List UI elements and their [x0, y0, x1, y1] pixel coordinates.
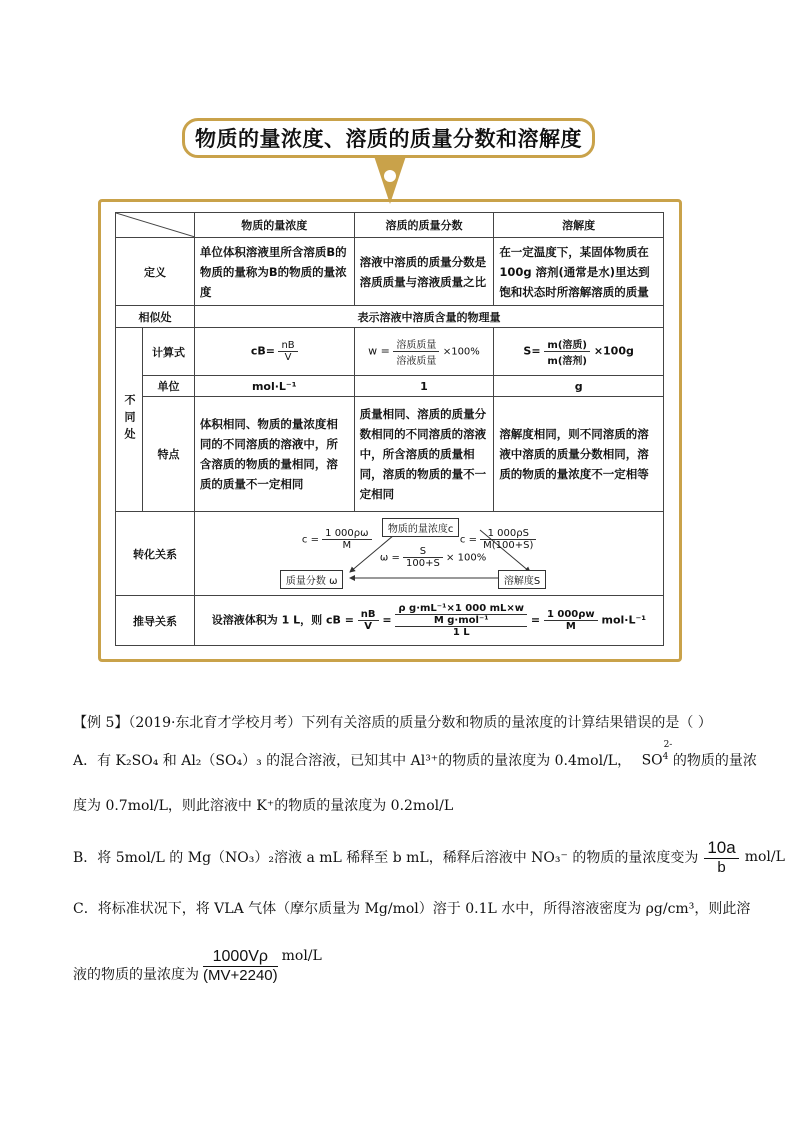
option-a-text: A．有 K₂SO₄ 和 Al₂（SO₄）₃ 的混合溶液，已知其中 Al³⁺的物质的量浓度为 0.4mol/L， [73, 753, 632, 769]
bottom-fraction [403, 546, 443, 569]
option-a-line1 [73, 740, 757, 770]
derivation-formula [194, 596, 663, 646]
feature-solubility: 溶解度相同，则不同溶质的溶液中溶质的质量分数相同，溶质的物质的量浓度不一定相等 [494, 397, 664, 512]
question-stem: 【例 5】（2019·东北育才学校月考）下列有关溶质的质量分数和物质的量浓度的计算结果错误的是（ ） [73, 715, 712, 731]
sulfate-ion-charge: 2- [663, 740, 673, 751]
mf-fraction [393, 336, 439, 367]
sulfate-ion-sub: 4 [662, 752, 669, 763]
option-b-unit: mol/L [744, 849, 785, 865]
unit-row [116, 376, 664, 397]
conversion-diagram [200, 516, 658, 592]
option-b-den: b [717, 859, 726, 876]
derivation-eq: = [382, 613, 392, 627]
title-pointer [370, 156, 410, 206]
formula-mass-fraction [354, 328, 494, 376]
conversion-cell [194, 512, 663, 596]
difference-label: 不同处 [116, 328, 143, 512]
derivation-prefix: 设溶液体积为 1 L，则 [211, 613, 323, 627]
unit-solubility: g [494, 376, 664, 397]
definition-row [116, 238, 664, 306]
feature-mass-fraction: 质量相同、溶质的质量分数相同的不同溶质的溶液中，所含溶质的质量相同，溶质的物质的量不一定相同 [354, 397, 494, 512]
sol-den: m(溶剂) [547, 356, 587, 367]
right-arrow-num: 1 000ρS [480, 528, 536, 540]
molarity-lhs: cB= [250, 344, 275, 358]
option-b-text: B．将 5mol/L 的 Mg（NO₃）₂溶液 a mL 稀释至 b mL，稀释后溶液中 NO₃⁻ 的物质的量浓度变为 [73, 850, 699, 866]
right-arrow-den: M(100+S) [483, 539, 534, 551]
similarity-row [116, 306, 664, 328]
derivation-big-num: ρ g·mL⁻¹×1 000 mL×w [398, 603, 525, 614]
molarity-den: V [284, 352, 292, 363]
definition-mass-fraction: 溶液中溶质的质量分数是溶质质量与溶液质量之比 [354, 238, 494, 306]
comparison-table [115, 212, 664, 646]
mf-lhs: w = [368, 344, 390, 358]
node-molarity: 物质的量浓度c [382, 518, 460, 537]
molarity-num: nB [278, 340, 297, 352]
formula-label: 计算式 [143, 328, 195, 376]
left-arrow-den: M [342, 539, 352, 551]
unit-label: 单位 [143, 376, 195, 397]
similarity-text: 表示溶液中溶质含量的物理量 [194, 306, 663, 328]
feature-molarity: 体积相同、物质的量浓度相同的不同溶质的溶液中，所含溶质的物质的量相同，溶质的质量不一定相同 [194, 397, 354, 512]
derivation-final-den: M [565, 621, 576, 632]
bottom-tail: × 100% [446, 552, 487, 563]
header-corner [116, 213, 195, 238]
right-arrow-lhs: c = [459, 534, 477, 545]
left-arrow-lhs: c = [301, 534, 319, 545]
sulfate-ion [641, 740, 673, 769]
option-c-fraction [203, 948, 278, 984]
derivation-unit: mol·L⁻¹ [601, 613, 647, 627]
right-arrow-fraction [480, 528, 536, 551]
left-arrow-formula [302, 528, 372, 551]
derivation-label: 推导关系 [116, 596, 195, 646]
table-header-row [116, 213, 664, 238]
unit-mass-fraction: 1 [354, 376, 494, 397]
option-c-num: 1000Vρ [203, 948, 278, 967]
definition-molarity: 单位体积溶液里所含溶质B的物质的量称为B的物质的量浓度 [194, 238, 354, 306]
option-c-text: 液的物质的量浓度为 [73, 967, 199, 983]
feature-row [116, 397, 664, 512]
mf-tail: ×100% [442, 346, 480, 358]
section-title: 物质的量浓度、溶质的质量分数和溶解度 [182, 118, 595, 158]
option-b-num: 10a [704, 838, 738, 859]
header-solubility: 溶解度 [494, 213, 664, 238]
conversion-label: 转化关系 [116, 512, 195, 596]
left-arrow-num: 1 000ρω [322, 528, 371, 540]
derivation-final-num: 1 000ρw [544, 609, 598, 621]
option-c-line1: C．将标准状况下，将 VLA 气体（摩尔质量为 Mg/mol）溶于 0.1L 水中，所得溶液密度为 ρg/cm³，则此溶 [73, 901, 751, 917]
option-a-line2: 度为 0.7mol/L，则此溶液中 K⁺的物质的量浓度为 0.2mol/L [73, 798, 454, 814]
option-c-line2 [73, 948, 322, 984]
derivation-cb: cB = [325, 613, 354, 627]
option-b [73, 838, 785, 876]
node-mass-fraction: 质量分数 ω [280, 570, 344, 589]
derivation-big-mid: M g·mol⁻¹ [395, 614, 527, 627]
bottom-arrow-formula [380, 546, 486, 569]
node-solubility: 溶解度S [498, 570, 546, 589]
definition-label: 定义 [116, 238, 195, 306]
similarity-label: 相似处 [116, 306, 195, 328]
molarity-fraction [278, 340, 297, 363]
unit-molarity: mol·L⁻¹ [194, 376, 354, 397]
bottom-den: 100+S [406, 557, 440, 569]
mf-num: 溶质质量 [393, 336, 439, 352]
sol-tail: ×100g [593, 344, 634, 358]
conversion-row [116, 512, 664, 596]
left-arrow-fraction [322, 528, 371, 551]
derivation-final-fraction [544, 609, 598, 632]
sol-fraction [544, 336, 590, 367]
option-b-fraction [704, 838, 738, 876]
derivation-v: V [364, 621, 372, 632]
corner-diagonal [116, 213, 195, 237]
header-molarity: 物质的量浓度 [194, 213, 354, 238]
formula-row [116, 328, 664, 376]
formula-solubility [494, 328, 664, 376]
derivation-row [116, 596, 664, 646]
definition-solubility: 在一定温度下，某固体物质在100g 溶剂(通常是水)里达到饱和状态时所溶解溶质的质量 [494, 238, 664, 306]
derivation-nb: nB [358, 609, 379, 621]
header-mass-fraction: 溶质的质量分数 [354, 213, 494, 238]
feature-label: 特点 [143, 397, 195, 512]
sulfate-ion-symbol: SO [641, 753, 663, 769]
option-a-tail: 的物质的量浓 [672, 753, 757, 769]
option-c-den: (MV+2240) [203, 967, 278, 984]
bottom-lhs: ω = [379, 552, 400, 563]
derivation-big-fraction [395, 603, 527, 638]
derivation-nb-v [358, 609, 379, 632]
sol-num: m(溶质) [544, 336, 590, 352]
formula-molarity [194, 328, 354, 376]
option-c-unit: mol/L [281, 948, 322, 964]
mf-den: 溶液质量 [396, 356, 437, 367]
derivation-big-den: 1 L [452, 627, 470, 638]
derivation-eq2: = [530, 613, 541, 627]
bottom-num: S [403, 546, 443, 558]
sol-lhs: S= [523, 344, 541, 358]
